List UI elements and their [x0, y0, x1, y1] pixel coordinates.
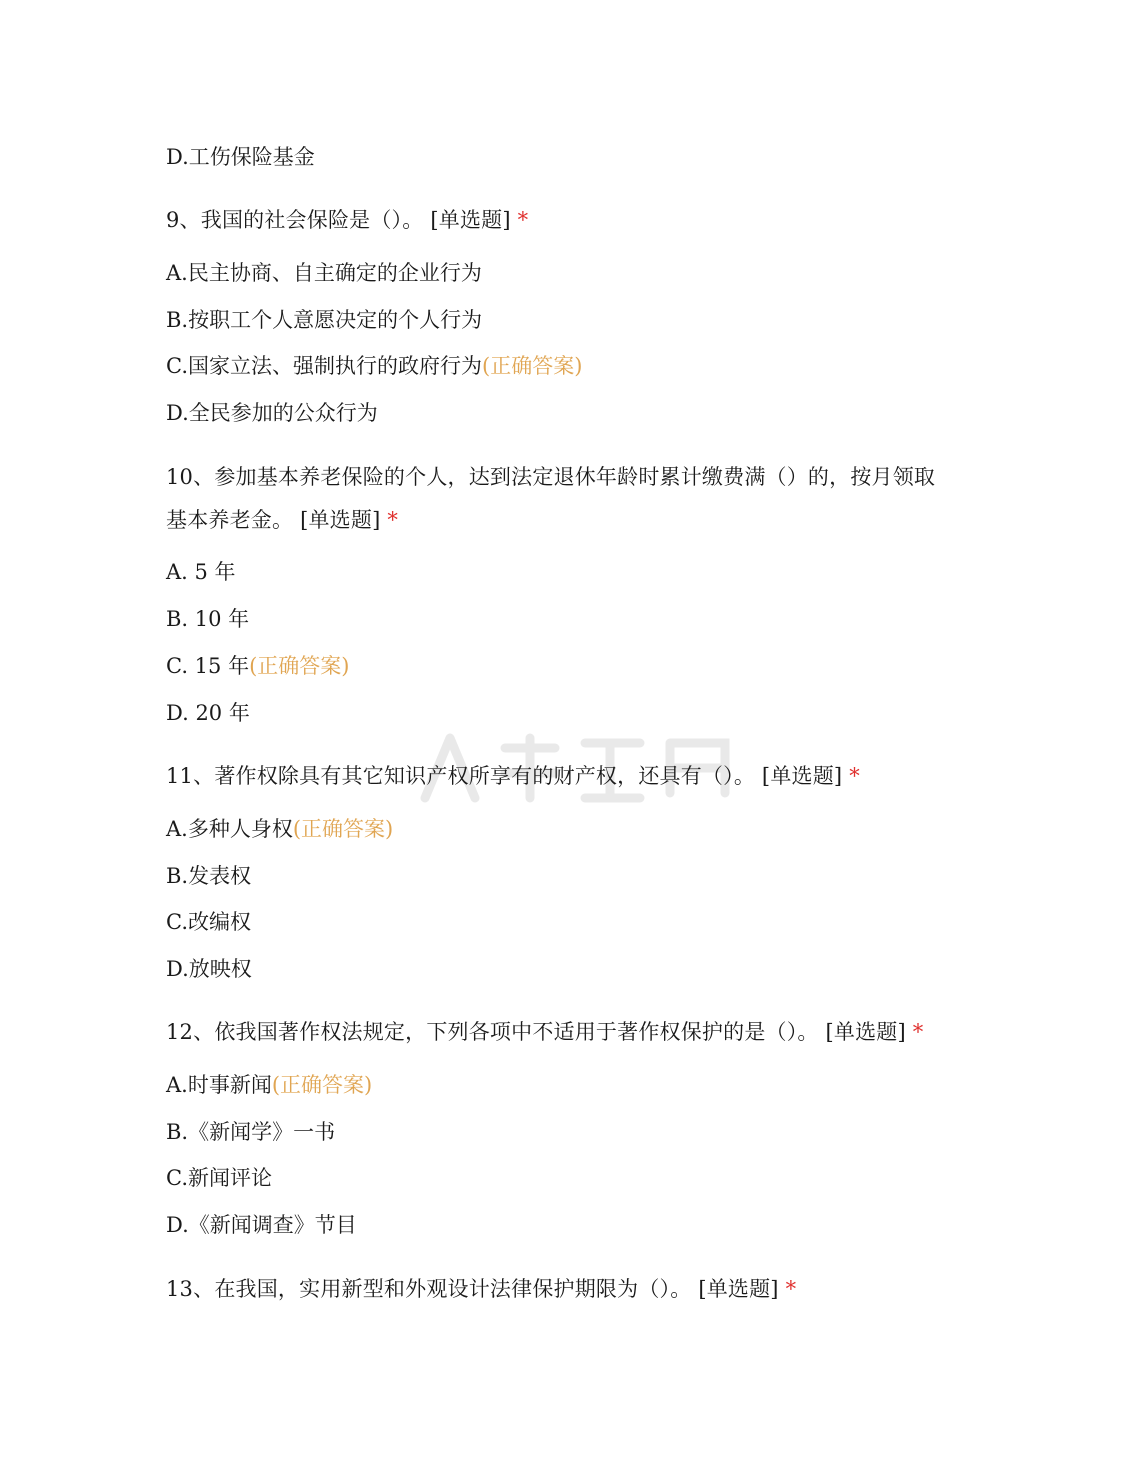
- option-q10-d: D. 20 年: [166, 701, 250, 725]
- required-mark: *: [517, 208, 529, 232]
- option-q12-d: D.《新闻调查》节目: [166, 1213, 357, 1237]
- question-type-tag: [单选题]: [430, 208, 511, 232]
- option-q12-a: [166, 1071, 372, 1099]
- question-type-tag: [单选题]: [300, 508, 381, 532]
- question-10-line2: [166, 506, 398, 534]
- option-q10-c: [166, 652, 349, 680]
- option-q11-a: [166, 815, 393, 843]
- question-9-text: 9、我国的社会保险是（）。: [166, 208, 424, 232]
- option-q11-a-text: A.多种人身权: [166, 817, 293, 841]
- required-mark: *: [849, 764, 860, 788]
- question-10-line1: 10、参加基本养老保险的个人，达到法定退休年龄时累计缴费满（）的，按月领取: [166, 465, 936, 489]
- option-q9-b: B.按职工个人意愿决定的个人行为: [166, 308, 483, 332]
- required-mark: *: [785, 1277, 797, 1301]
- correct-answer-tag: (正确答案): [482, 354, 583, 378]
- option-q10-a: A. 5 年: [166, 560, 236, 584]
- option-q11-c: C.改编权: [166, 910, 251, 934]
- question-9: [166, 206, 528, 234]
- option-q10-b: B. 10 年: [166, 607, 250, 631]
- question-11: [166, 762, 860, 790]
- question-type-tag: [单选题]: [825, 1020, 906, 1044]
- option-q12-c: C.新闻评论: [166, 1166, 272, 1190]
- question-11-text: 11、著作权除具有其它知识产权所享有的财产权，还具有（）。: [166, 764, 756, 788]
- option-q9-c: [166, 352, 582, 380]
- option-q9-d: D.全民参加的公众行为: [166, 401, 378, 425]
- question-13: [166, 1275, 796, 1303]
- option-q10-c-text: C. 15 年: [166, 654, 250, 678]
- option-q8-d: D.工伤保险基金: [166, 145, 315, 169]
- option-q9-a: A.民主协商、自主确定的企业行为: [166, 261, 482, 285]
- option-q12-b: B.《新闻学》一书: [166, 1120, 336, 1144]
- option-q12-a-text: A.时事新闻: [166, 1073, 272, 1097]
- required-mark: *: [387, 508, 399, 532]
- correct-answer-tag: (正确答案): [249, 654, 350, 678]
- correct-answer-tag: (正确答案): [271, 1073, 373, 1097]
- question-12: [166, 1018, 924, 1046]
- option-q11-b: B.发表权: [166, 864, 252, 888]
- question-10-text: 基本养老金。: [166, 508, 294, 532]
- question-12-text: 12、依我国著作权法规定，下列各项中不适用于著作权保护的是（）。: [166, 1020, 819, 1044]
- option-q9-c-text: C.国家立法、强制执行的政府行为: [166, 354, 482, 378]
- correct-answer-tag: (正确答案): [292, 817, 394, 841]
- option-q11-d: D.放映权: [166, 957, 252, 981]
- question-type-tag: [单选题]: [761, 764, 843, 788]
- question-type-tag: [单选题]: [698, 1277, 779, 1301]
- question-13-text: 13、在我国，实用新型和外观设计法律保护期限为（）。: [166, 1277, 692, 1301]
- required-mark: *: [912, 1020, 924, 1044]
